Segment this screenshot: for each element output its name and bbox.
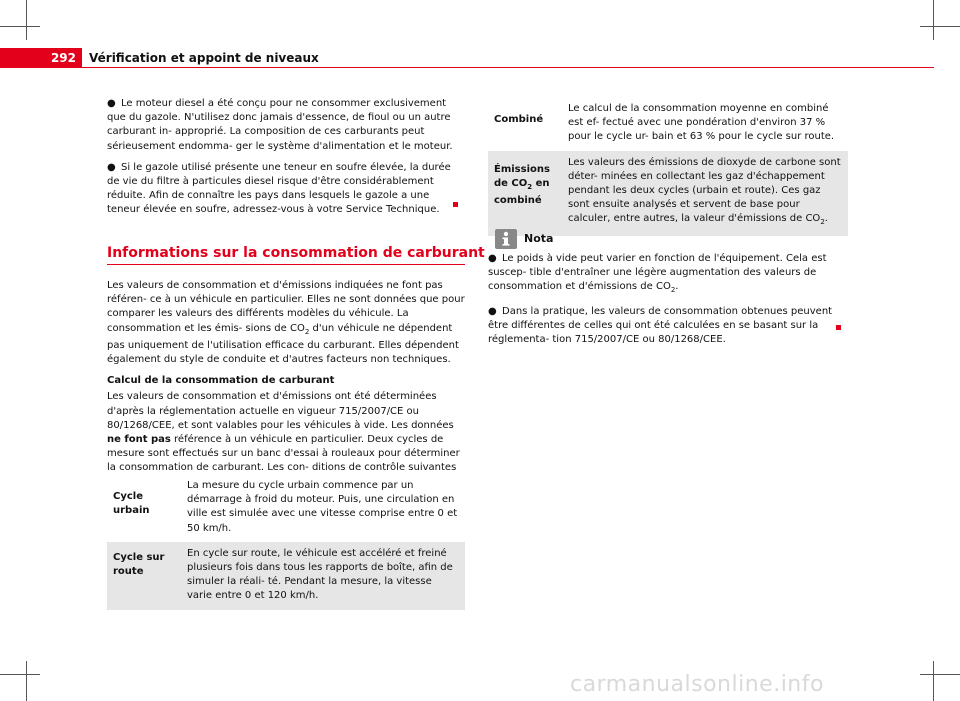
crop-mark [933, 661, 934, 701]
table-row [107, 474, 465, 542]
table-key: Combiné [488, 97, 562, 151]
table-value: Les valeurs des émissions de dioxyde de carbone sont déter- minées en collectant les gaz d'échappement pendant les deux cycles (urbain et route). Ces gaz sont ensuite analysés et servent de base pour calculer, entre autres, la valeur d'émissions de $CO_2$. [562, 151, 848, 236]
end-marker-icon [453, 202, 458, 207]
crop-mark [0, 26, 40, 27]
calc-paragraph: Les valeurs de consommation et d'émissions ont été déterminées d'après la réglementation actuelle en vigueur 715/2007/CE ou 80/1268/CEE, et sont valables pour les véhicules à vide. Les données ne font pas référence à un véhicule en particulier. Deux cycles de mesure sont effectués sur un banc d'essai à rouleaux pour déterminer la consommation de carburant. Les con- ditions de contrôle suivantes [107, 391, 460, 474]
intro-paragraph: Les valeurs de consommation et d'émissions indiquées ne font pas référen- ce à un véhicule en particulier. Elles ne sont données que pour comparer les valeurs des différents modèles du véhicule. La consommation et les émis- sions de $CO_2$ d'un véhicule ne dépendent pas uniquement de l'utilisation efficace du carburant. Elles dépendent également du style de conduite et d'autres facteurs non techniques. [107, 280, 465, 366]
header-rule [82, 67, 934, 68]
watermark: carmanualsonline.info [570, 672, 824, 697]
crop-mark [933, 0, 934, 40]
table-value: La mesure du cycle urbain commence par un démarrage à froid du moteur. Puis, une circulation en ville est simulée avec une vitesse comprise entre 0 et 50 km/h. [181, 474, 465, 542]
section-rule [107, 264, 465, 265]
note-title: Nota [524, 232, 554, 245]
left-column [107, 97, 465, 225]
combine-table [488, 97, 848, 236]
list-item: ● Dans la pratique, les valeurs de consommation obtenues peuvent être différentes de celles qui ont été calculées en se basant sur la réglementa- tion 715/2007/CE ou 80/1268/CEE. [488, 305, 833, 346]
table-value: Le calcul de la consommation moyenne en combiné est ef- fectué avec une pondération d'environ 37 % pour le cycle ur- bain et 63 % pour le cycle sur route. [562, 97, 848, 151]
table-row [488, 151, 848, 236]
list-item: ● Le poids à vide peut varier en fonction de l'équipement. Cela est suscep- tible d'entraîner une légère augmentation des valeurs de consommation et d'émissions de $CO_2$. [488, 253, 827, 295]
section-title: Informations sur la consommation de carburant [107, 245, 485, 261]
bullet-icon: ● [107, 161, 116, 173]
bullet-icon: ● [107, 98, 116, 109]
note-body [488, 252, 848, 354]
crop-mark [920, 26, 960, 27]
crop-mark [26, 0, 27, 40]
end-marker-icon [836, 325, 841, 330]
crop-mark [0, 674, 40, 675]
list-item: ● Le moteur diesel a été conçu pour ne consommer exclusivement que du gazole. N'utilisez donc jamais d'essence, de fioul ou un autre carburant in- approprié. La composition de ces carburants peut sérieusement endomma- ger le système d'alimentation et le moteur. [107, 98, 453, 152]
subheading: Calcul de la consommation de carburant [107, 375, 335, 387]
crop-mark [920, 674, 960, 675]
page-title: Vérification et appoint de niveaux [89, 51, 319, 65]
cycle-table [107, 474, 465, 610]
crop-mark [26, 661, 27, 701]
info-icon [495, 229, 517, 249]
table-row [488, 97, 848, 151]
table-key: Émissions de $CO_2$ en combiné [488, 151, 562, 236]
table-value: En cycle sur route, le véhicule est accéléré et freiné plusieurs fois dans tous les rapports de boîte, afin de simuler la réali- té. Pendant la mesure, la vitesse varie entre 0 et 120 km/h. [181, 542, 465, 610]
left-body [107, 279, 465, 497]
table-key: Cycle sur route [107, 542, 181, 610]
bullet-icon: ● [488, 253, 497, 264]
list-item: ● Si le gazole utilisé présente une teneur en soufre élevée, la durée de vie du filtre à particules diesel risque d'être considérablement réduite. Afin de connaître les pays dans lesquels le gazole a une teneur élevée en soufre, adressez-vous à votre Service Technique. [107, 161, 451, 216]
table-row [107, 542, 465, 610]
bullet-icon: ● [488, 305, 497, 317]
page-number: 292 [0, 48, 82, 68]
table-key: Cycle urbain [107, 474, 181, 542]
